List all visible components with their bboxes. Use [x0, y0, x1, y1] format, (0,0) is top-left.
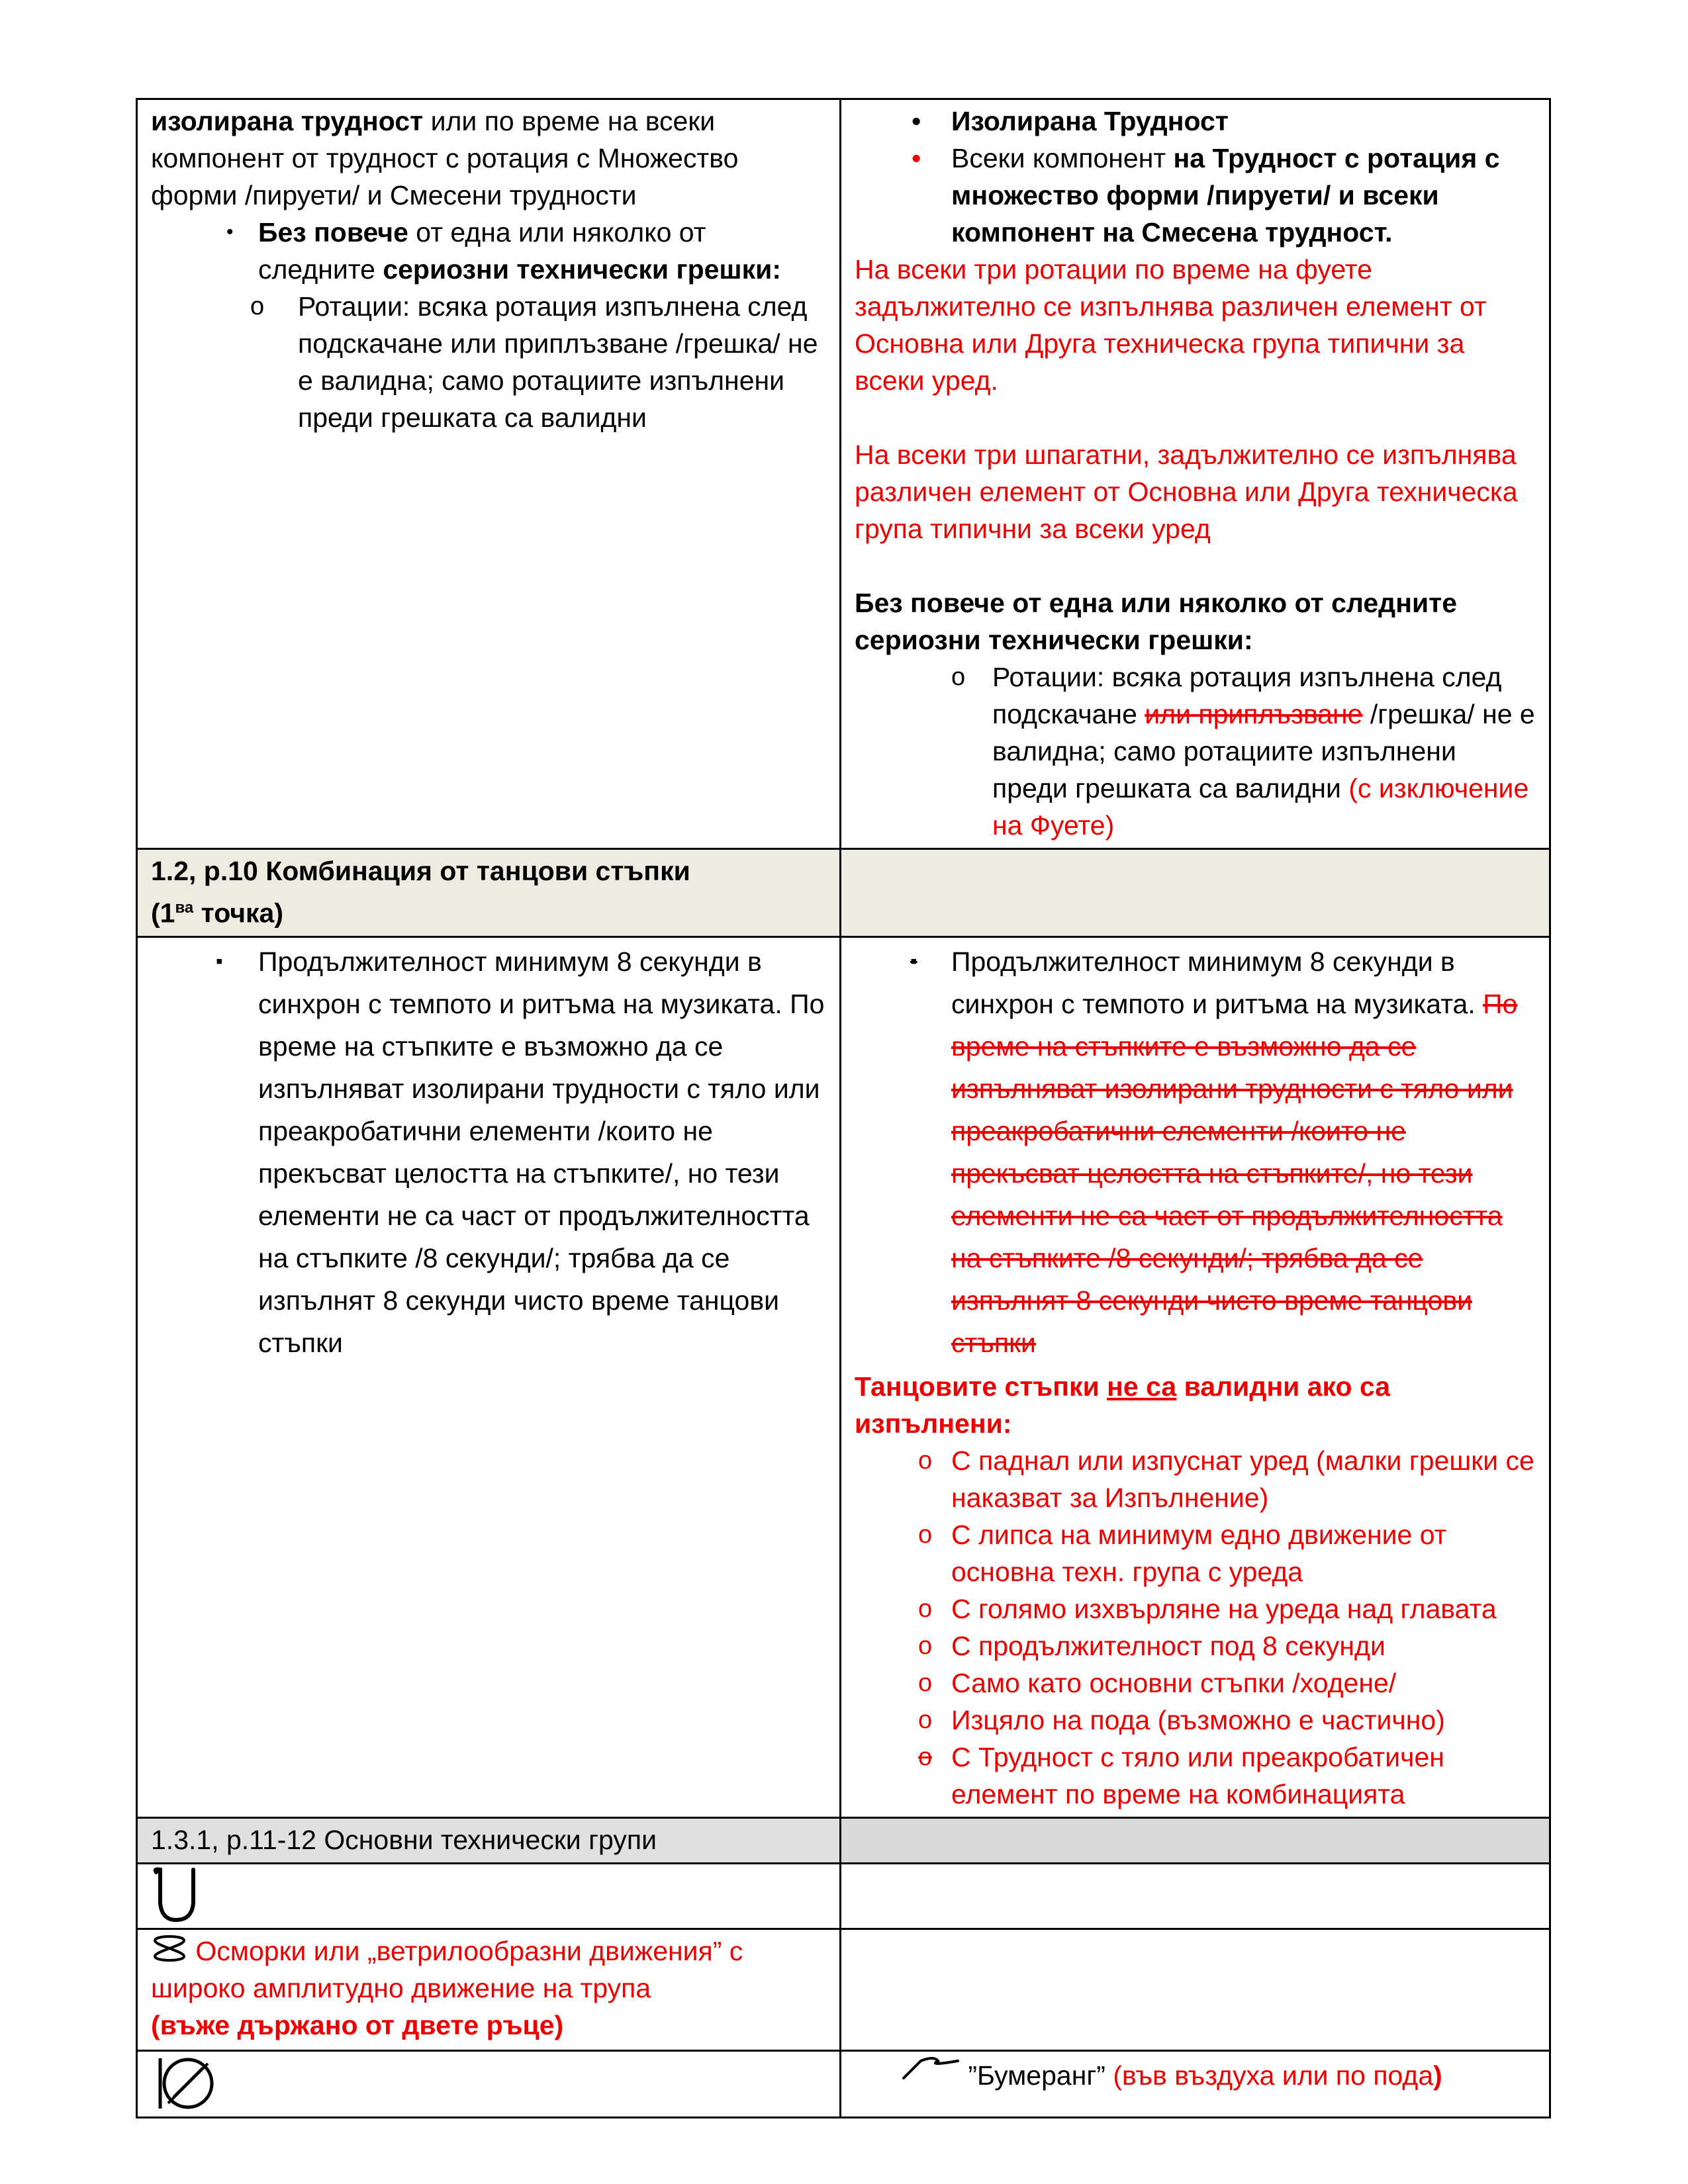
list-item: o С паднал или изпуснат уред (малки грешки се наказват за Изпълнение): [855, 1442, 1536, 1516]
left-cell: Осморки или „ветрилообразни движения” с широко амплитудно движение на трупа (въже държано от двете ръце): [137, 1929, 841, 2050]
red-bullet-icon: •: [912, 143, 921, 173]
right-cell: [841, 936, 1550, 1817]
list-item: • Изолирана Трудност: [855, 103, 1536, 140]
list-item: o Само като основни стъпки /ходене/: [855, 1664, 1536, 1702]
bullet-icon: •: [912, 106, 921, 136]
rule-paragraph: На всеки три ротации по време на фуете задължително се изпълнява различен елемент от Основна или Друга техническа група типични за всеки уред.: [855, 254, 1487, 396]
square-bullet-icon: ▪: [216, 950, 223, 972]
bullet-icon: •: [226, 221, 234, 243]
right-cell: ”Бумеранг” (във въздуха или по пода): [841, 2050, 1550, 2117]
figure-eight-symbol-icon: [151, 1934, 188, 1963]
list-item: ▪ Продължителност минимум 8 секунди в синхрон с темпото и ритъма на музиката. По време на стъпките е възможно да се изпълняват изолирани трудности с тяло или преакробатични елементи /които не прекъсват целостта на стъпките/, но тези елементи не са част от продължителността на стъпките /8 секунди/; трябва да се изпълнят 8 секунди чисто време танцови стъпки: [855, 940, 1536, 1364]
right-cell: [841, 99, 1550, 849]
rule-paragraph: Без повече от една или няколко от следните сериозни технически грешки:: [855, 588, 1458, 655]
circle-bullet-icon: o: [951, 663, 966, 691]
rule-paragraph: На всеки три шпагатни, задължително се изпълнява различен елемент от Основна или Друга техническа група типични за всеки уред: [855, 439, 1518, 544]
invalid-conditions-list: [855, 1442, 1536, 1813]
symbol-cell: [137, 1863, 841, 1929]
table-row: [137, 936, 1550, 1817]
list-item: o С голямо изхвърляне на уреда над главата: [855, 1590, 1536, 1627]
list-item: o С продължителност под 8 секунди: [855, 1627, 1536, 1664]
list-item: o Изцяло на пода (възможно е частично): [855, 1702, 1536, 1739]
symbol-cell: [137, 2050, 841, 2117]
list-item: o С Трудност с тяло или преакробатичен елемент по време на комбинацията: [855, 1739, 1536, 1813]
table-row: [137, 849, 1550, 937]
square-bullet-icon: ▪: [910, 950, 917, 972]
list-item: • Всеки компонент на Трудност с ротация с множество форми /пируети/ и всеки компонент на Смесена трудност.: [855, 140, 1536, 251]
rules-comparison-table: [136, 98, 1551, 2118]
circle-bullet-icon: o: [918, 1520, 933, 1549]
circle-bullet-icon: o: [250, 293, 265, 320]
circle-slash-symbol-icon: [151, 2054, 217, 2113]
table-row: [137, 1817, 1550, 1863]
left-cell: [137, 936, 841, 1817]
section-header-empty: [841, 1817, 1550, 1863]
table-row: [137, 1929, 1550, 2050]
circle-bullet-icon: o: [918, 1446, 933, 1475]
table-row: [137, 99, 1550, 849]
left-intro: изолирана трудност или по време на всеки компонент от трудност с ротация с Множество форми /пируети/ и Смесени трудности: [151, 106, 739, 210]
rope-u-symbol-icon: [151, 1867, 204, 1924]
section-header-empty: [841, 849, 1550, 937]
list-item: o С липса на минимум едно движение от основна техн. група с уреда: [855, 1516, 1536, 1590]
document-page: [136, 98, 1549, 2118]
table-row: [137, 2050, 1550, 2117]
list-item: o Ротации: всяка ротация изпълнена след подскачане или приплъзване /грешка/ не е валидна; само ротациите изпълнени преди грешката са валидни: [151, 288, 826, 436]
boomerang-symbol-icon: [901, 2054, 961, 2081]
list-item: • Без повече от една или няколко от следните сериозни технически грешки:: [151, 214, 826, 288]
list-item: o Ротации: всяка ротация изпълнена след подскачане или приплъзване /грешка/ не е валидна; само ротациите изпълнени преди грешката са валидни (с изключение на Фуете): [855, 659, 1536, 844]
circle-bullet-icon: o: [918, 1706, 933, 1734]
left-cell: [137, 99, 841, 849]
rule-paragraph: Танцовите стъпки не са валидни ако са изпълнени:: [855, 1371, 1391, 1439]
circle-bullet-icon: o: [918, 1743, 933, 1771]
section-header: 1.3.1, р.11-12 Основни технически групи: [137, 1817, 841, 1863]
empty-cell: [841, 1863, 1550, 1929]
empty-cell: [841, 1929, 1550, 2050]
list-item: ▪ Продължителност минимум 8 секунди в синхрон с темпото и ритъма на музиката. По време на стъпките е възможно да се изпълняват изолирани трудности с тяло или преакробатични елементи /които не прекъсват целостта на стъпките/, но тези елементи не са част от продължителността на стъпките /8 секунди/; трябва да се изпълнят 8 секунди чисто време танцови стъпки: [151, 940, 826, 1364]
section-header: 1.2, р.10 Комбинация от танцови стъпки ($1^{ва}$ точка): [137, 849, 841, 937]
circle-bullet-icon: o: [918, 1631, 933, 1660]
circle-bullet-icon: o: [918, 1594, 933, 1623]
circle-bullet-icon: o: [918, 1668, 933, 1697]
table-row: [137, 1863, 1550, 1929]
